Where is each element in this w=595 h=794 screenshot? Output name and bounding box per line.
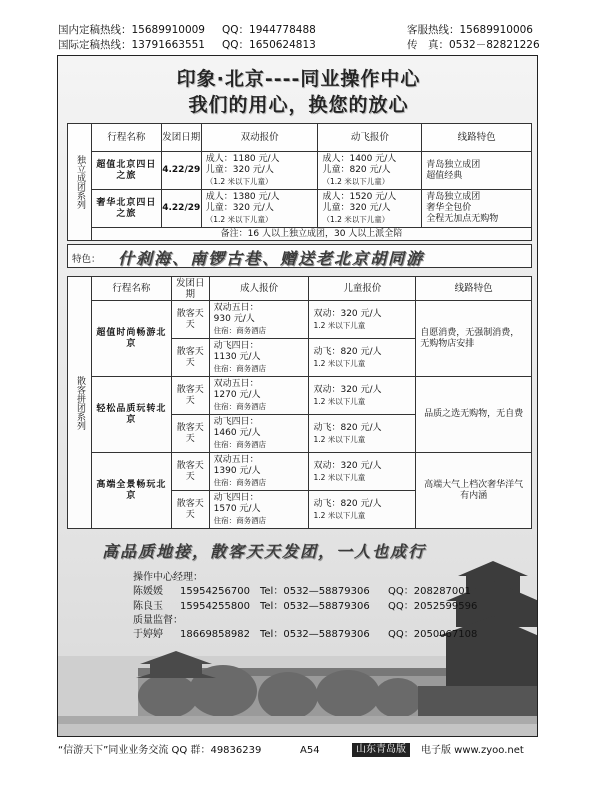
col-route-feature: 线路特色 bbox=[422, 124, 532, 152]
fax-text: 传 真：0532－82821226 bbox=[407, 39, 540, 51]
route-name: 超值北京四日之旅 bbox=[91, 152, 161, 190]
child-note: （1.2 米以下儿童） bbox=[205, 215, 273, 224]
adult-price: 1460 元/人 bbox=[213, 428, 261, 438]
depart-frequency: 散客天天 bbox=[171, 301, 209, 339]
child-note: 1.2 米以下儿童 bbox=[313, 358, 366, 368]
service-hotline bbox=[407, 23, 533, 37]
depart-frequency: 散客天天 bbox=[171, 491, 209, 529]
group-note: 备注：16 人以上独立成团，30 人以上派全陪 bbox=[91, 228, 531, 241]
feature-line: 奢华全包价 bbox=[426, 203, 472, 213]
adult-price: 1570 元/人 bbox=[213, 504, 261, 514]
package-title: 动飞四日： bbox=[213, 493, 259, 503]
col-adult-price: 成人报价 bbox=[209, 277, 309, 301]
child-price: 儿童：820 元/人 bbox=[322, 165, 391, 175]
depart-date: 4.22/29 bbox=[161, 190, 201, 228]
package-title: 双动五日： bbox=[213, 455, 259, 465]
col-route-feature: 线路特色 bbox=[416, 277, 532, 301]
hotel-info: 住宿：商务酒店 bbox=[213, 478, 267, 487]
intl-hotline bbox=[58, 38, 205, 52]
child-price: 双动：320 元/人 bbox=[313, 384, 382, 395]
supervisor-heading: 质量监督： bbox=[133, 614, 183, 626]
child-note: （1.2 米以下儿童） bbox=[322, 215, 390, 224]
contact-qq: QQ：208287001 bbox=[388, 586, 472, 598]
package-title: 动飞四日： bbox=[213, 341, 259, 351]
route-feature: 品质之选无购物，无自费 bbox=[416, 377, 532, 453]
domestic-qq-text: QQ：1944778488 bbox=[222, 24, 316, 36]
package-title: 双动五日： bbox=[213, 379, 259, 389]
contact-name: 于婷婷 bbox=[133, 629, 163, 641]
footer-group: “信游天下”同业业务交流 QQ 群：49836239 bbox=[58, 745, 262, 756]
adult-price: 930 元/人 bbox=[213, 314, 255, 324]
adult-price: 成人：1180 元/人 bbox=[205, 154, 280, 164]
scattered-row bbox=[68, 453, 532, 491]
page-number: A54 bbox=[300, 745, 320, 756]
contact-tel: Tel：0532—58879306 bbox=[260, 586, 370, 598]
slogan: 高品质地接，散客天天发团，一人也成行 bbox=[102, 542, 427, 561]
specialty-text: 什刹海、南锣古巷、赠送老北京胡同游 bbox=[118, 249, 425, 268]
independent-row bbox=[68, 190, 532, 228]
banner-subtitle: 我们的用心，换您的放心 bbox=[188, 94, 409, 116]
depart-frequency: 散客天天 bbox=[171, 415, 209, 453]
specialty-bar bbox=[67, 244, 532, 268]
route-feature: 高端大气上档次奢华洋气有内涵 bbox=[416, 453, 532, 529]
intl-qq-text: QQ：1650624813 bbox=[222, 39, 316, 51]
contact-qq: QQ：2050067108 bbox=[388, 629, 478, 641]
feature-line: 全程无加点无购物 bbox=[426, 214, 499, 224]
scattered-series-label: 散客拼团系列 bbox=[68, 277, 92, 529]
independent-row bbox=[68, 152, 532, 190]
route-name: 轻松品质玩转北京 bbox=[91, 377, 171, 453]
specialty-label: 特色： bbox=[72, 254, 101, 265]
contact-qq: QQ：2052599596 bbox=[388, 600, 478, 612]
domestic-hotline-text: 国内定稿热线：15689910009 bbox=[58, 24, 205, 36]
adult-price: 成人：1400 元/人 bbox=[322, 154, 397, 164]
independent-tour-table bbox=[67, 123, 532, 241]
feature-line: 超值经典 bbox=[426, 170, 463, 181]
child-price: 双动：320 元/人 bbox=[313, 460, 382, 471]
hotel-info: 住宿：商务酒店 bbox=[213, 364, 267, 373]
depart-date: 4.22/29 bbox=[161, 152, 201, 190]
child-note: 1.2 米以下儿童 bbox=[313, 320, 366, 330]
child-price: 双动：320 元/人 bbox=[313, 308, 382, 319]
fax-number bbox=[407, 38, 540, 52]
contact-mobile: 15954256700 bbox=[180, 586, 250, 598]
feature-line: 青岛独立成团 bbox=[426, 159, 481, 170]
contact-tel: Tel：0532—58879306 bbox=[260, 600, 370, 612]
hotel-info: 住宿：商务酒店 bbox=[213, 516, 267, 525]
adult-price: 1390 元/人 bbox=[213, 466, 261, 476]
col-route-name: 行程名称 bbox=[91, 277, 171, 301]
contact-tel: Tel：0532—58879306 bbox=[260, 629, 370, 641]
col-depart-date: 发团日期 bbox=[161, 124, 201, 152]
depart-frequency: 散客天天 bbox=[171, 377, 209, 415]
adult-price: 1270 元/人 bbox=[213, 390, 261, 400]
child-price: 儿童：320 元/人 bbox=[205, 203, 274, 213]
child-note: 1.2 米以下儿童 bbox=[313, 510, 366, 520]
intl-hotline-text: 国际定稿热线：13791663551 bbox=[58, 39, 205, 51]
col-train-price: 双动报价 bbox=[201, 124, 318, 152]
child-note: 1.2 米以下儿童 bbox=[313, 472, 366, 482]
child-note: （1.2 米以下儿童） bbox=[322, 177, 390, 186]
independent-series-label: 独立成团系列 bbox=[68, 124, 92, 241]
site-link[interactable]: 电子版 www.zyoo.net bbox=[421, 745, 524, 756]
adult-price: 成人：1380 元/人 bbox=[205, 192, 280, 202]
child-note: 1.2 米以下儿童 bbox=[313, 434, 366, 444]
child-price: 儿童：320 元/人 bbox=[205, 165, 274, 175]
route-name: 高端全景畅玩北京 bbox=[91, 453, 171, 529]
domestic-qq bbox=[222, 23, 316, 37]
scattered-row bbox=[68, 301, 532, 339]
intl-qq bbox=[222, 38, 316, 52]
depart-frequency: 散客天天 bbox=[171, 453, 209, 491]
service-hotline-text: 客服热线：15689910006 bbox=[407, 24, 533, 36]
adult-price: 1130 元/人 bbox=[213, 352, 261, 362]
child-note: 1.2 米以下儿童 bbox=[313, 396, 366, 406]
adult-price: 成人：1520 元/人 bbox=[322, 192, 397, 202]
contact-name: 陈媛媛 bbox=[133, 586, 163, 598]
banner-title: 印象·北京----同业操作中心 bbox=[176, 68, 421, 90]
route-name: 奢华北京四日之旅 bbox=[91, 190, 161, 228]
route-name: 超值时尚畅游北京 bbox=[91, 301, 171, 377]
package-title: 动飞四日： bbox=[213, 417, 259, 427]
contact-mobile: 18669858982 bbox=[180, 629, 250, 641]
col-plane-price: 动飞报价 bbox=[318, 124, 422, 152]
child-price: 动飞：820 元/人 bbox=[313, 422, 382, 433]
hotel-info: 住宿：商务酒店 bbox=[213, 440, 267, 449]
contact-name: 陈良玉 bbox=[133, 600, 163, 612]
hotel-info: 住宿：商务酒店 bbox=[213, 402, 267, 411]
hotel-info: 住宿：商务酒店 bbox=[213, 326, 267, 335]
scattered-tour-table bbox=[67, 276, 532, 529]
edition-badge: 山东青岛版 bbox=[352, 743, 410, 757]
feature-line: 青岛独立成团 bbox=[426, 192, 481, 202]
contact-mobile: 15954255800 bbox=[180, 600, 250, 612]
depart-frequency: 散客天天 bbox=[171, 339, 209, 377]
route-feature: 自愿消费，无强制消费，无购物店安排 bbox=[416, 301, 532, 377]
manager-heading: 操作中心经理： bbox=[133, 572, 203, 583]
col-child-price: 儿童报价 bbox=[309, 277, 416, 301]
domestic-hotline bbox=[58, 23, 205, 37]
child-price: 儿童：320 元/人 bbox=[322, 203, 391, 213]
child-price: 动飞：820 元/人 bbox=[313, 346, 382, 357]
scattered-row bbox=[68, 377, 532, 415]
child-price: 动飞：820 元/人 bbox=[313, 498, 382, 509]
child-note: （1.2 米以下儿童） bbox=[205, 177, 273, 186]
package-title: 双动五日： bbox=[213, 303, 259, 313]
col-route-name: 行程名称 bbox=[91, 124, 161, 152]
col-depart-date: 发团日期 bbox=[171, 277, 209, 301]
